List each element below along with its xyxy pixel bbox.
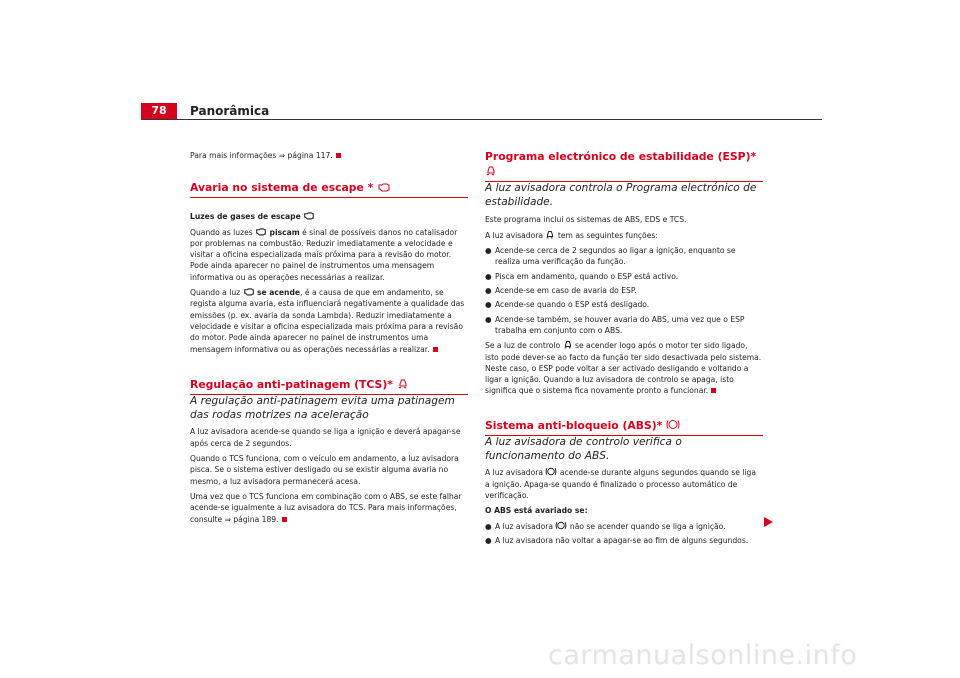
section-title-exhaust: Avaria no sistema de escape * — [190, 181, 468, 198]
end-mark-icon — [711, 388, 716, 393]
list-item: ● A luz avisadora não se acender quando se liga a ignição. — [485, 521, 726, 531]
end-mark-icon — [336, 153, 341, 158]
tcs-paragraph-2: Quando o TCS funciona, com o veículo em andamento, a luz avisadora pisca. Se o sistema estiver desligado ou se existir alguma avaria no mesmo, a luz avisadora permanecerá acesa. — [190, 454, 459, 486]
section-title-tcs: Regulação anti-patinagem (TCS)* — [190, 377, 468, 395]
skid-car-icon — [485, 164, 497, 176]
subhead-exhaust-lights: Luzes de gases de escape — [190, 211, 468, 222]
header-rule — [141, 119, 822, 120]
abs-paragraph-1: A luz avisadora acende-se durante alguns segundos quando se liga a ignição. Apaga-se quando é finalizado o processo automático de verificação. — [485, 468, 756, 500]
page-title: Panorâmica — [190, 104, 270, 118]
list-item: ● Acende-se também, se houver avaria do ABS, uma vez que o ESP trabalha em conjunto com o ABS. — [485, 314, 745, 335]
skid-car-icon — [545, 229, 555, 239]
left-column — [190, 150, 468, 529]
intro-text: Para mais informações ⇒ página 117. — [190, 150, 468, 161]
section-title-esp: Programa electrónico de estabilidade (ESP)* — [485, 150, 763, 182]
tcs-lead: A regulação anti-patinagem evita uma patinagem das rodas motrizes na aceleração — [190, 394, 455, 421]
abs-circle-icon — [555, 521, 567, 530]
list-item: ● Acende-se em caso de avaria do ESP. — [485, 286, 637, 296]
skid-car-icon — [563, 339, 573, 349]
esp-paragraph-1: Este programa inclui os sistemas de ABS, EDS e TCS. — [485, 214, 687, 224]
exhaust-paragraph-1: Quando as luzes piscam é sinal de possíveis danos no catalisador por problemas na combustão. Reduzir imediatamente a velocidade e visitar a oficina especializada mais próxima para a revisão do motor. Pode ainda aparecer no painel de instrumentos uma mensagem informativa ou as operações necessárias a realizar. — [190, 227, 458, 282]
watermark: carmanualsonline.info — [548, 640, 858, 671]
exhaust-warning-icon — [377, 182, 391, 192]
tcs-paragraph-1: A luz avisadora acende-se quando se liga a ignição e deverá apagar-se após cerca de 2 segundos. — [190, 427, 461, 448]
abs-lead: A luz avisadora de controlo verifica o funcionamento do ABS. — [485, 435, 682, 462]
right-column — [485, 150, 763, 549]
abs-circle-icon — [666, 419, 680, 430]
skid-car-icon — [397, 377, 409, 389]
esp-paragraph-3: Se a luz de controlo se acender logo após o motor ter sido ligado, isto pode dever-se ao facto da função ter sido desactivada pelo sistema. Neste caso, o ESP pode voltar a ser activado desligando e voltando a ligar a ignição. Quando a luz avisadora de controlo se apaga, isto significa que o sistema fica novamente pronto a funcionar. — [485, 341, 762, 396]
abs-subhead: O ABS está avariado se: — [485, 506, 588, 516]
abs-circle-icon — [545, 467, 557, 476]
list-item: ● A luz avisadora não voltar a apagar-se ao fim de alguns segundos. — [485, 535, 749, 545]
section-title-abs: Sistema anti-bloqueio (ABS)* — [485, 419, 763, 436]
esp-lead: A luz avisadora controla o Programa electrónico de estabilidade. — [485, 182, 757, 208]
next-page-arrow-icon[interactable] — [764, 517, 773, 527]
end-mark-icon — [282, 517, 287, 522]
list-item: ● Acende-se cerca de 2 segundos ao ligar a ignição, enquanto se realiza uma verificação da função. — [485, 246, 736, 267]
exhaust-paragraph-2: Quando a luz se acende, é a causa de que em andamento, se regista alguma avaria, esta influenciará negativamente a qualidade das emissões (p. ex. avaria da sonda Lambda). Reduzir imediatamente a velocidade e visitar a oficina especializada mais próxima para a revisão do motor. Pode ainda aparecer no painel de instrumentos uma mensagem informativa ou as operações necessárias a realizar. — [190, 288, 465, 354]
page-number: 78 — [141, 103, 177, 119]
esp-paragraph-2: A luz avisadora tem as seguintes funções: — [485, 230, 658, 240]
tcs-paragraph-3: Uma vez que o TCS funciona em combinação com o ABS, se este falhar acende-se igualmente a luz avisadora do TCS. Para mais informações, consulte ⇒ página 189. — [190, 491, 462, 524]
exhaust-warning-icon — [255, 227, 267, 236]
list-item: ● Acende-se quando o ESP está desligado. — [485, 300, 650, 310]
exhaust-warning-icon — [243, 287, 255, 296]
list-item: ● Pisca em andamento, quando o ESP está activo. — [485, 271, 679, 281]
end-mark-icon — [433, 347, 438, 352]
exhaust-warning-icon — [303, 211, 315, 220]
